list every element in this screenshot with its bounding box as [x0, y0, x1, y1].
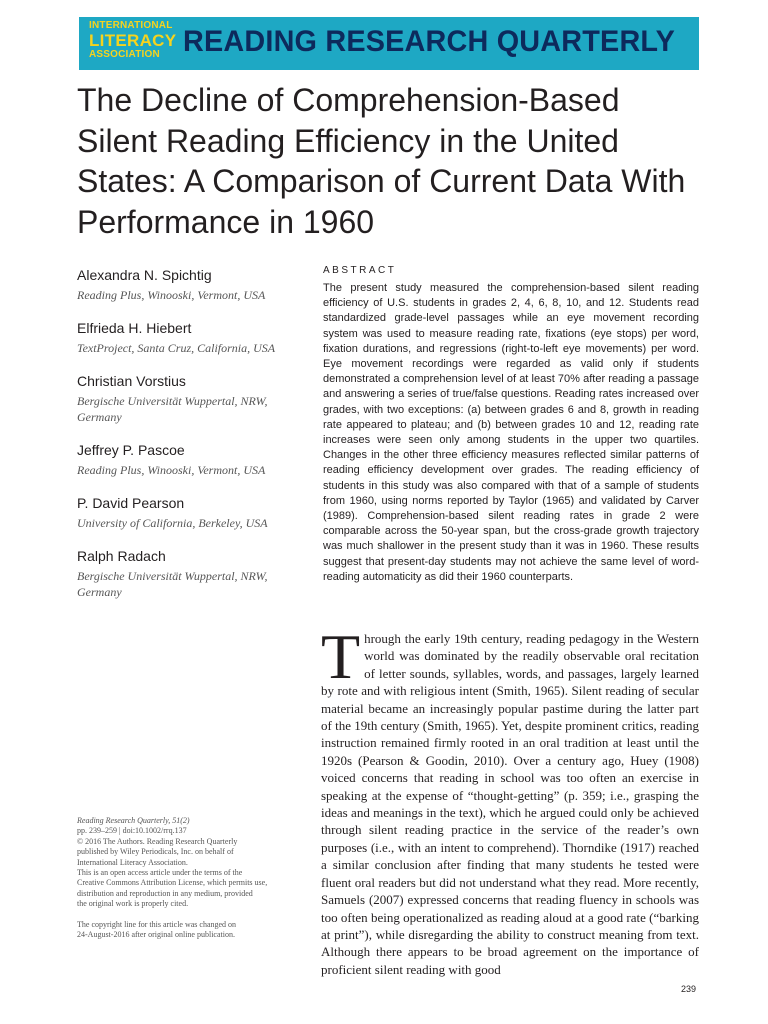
logo-line-2: LITERACY	[89, 31, 177, 50]
logo-line-1: INTERNATIONAL	[89, 20, 173, 31]
author-name: Jeffrey P. Pascoe	[77, 442, 185, 458]
copyright-note-line: The copyright line for this article was changed on	[77, 919, 237, 929]
author-name: Ralph Radach	[77, 548, 166, 564]
author-entry	[77, 319, 307, 356]
citation-line: © 2016 The Authors. Reading Research Quarterly	[77, 836, 238, 846]
copyright-note-line: 24-August-2016 after original online publication.	[77, 930, 235, 940]
abstract-text: The present study measured the comprehension-based silent reading efficiency of U.S. students in grades 2, 4, 6, 8, 10, and 12. Students read standardized grade-level passages while an eye movement recording system was used to measure reading rate, fixations (eye stops) per word, fixation durations, and regressions (right-to-left eye movements) per word. Eye movement recordings were regarded as valid only if students demonstrated a comprehension level of at least 70% after reading a passage and answering a series of true/false questions. Reading rates increased over grades, with two exceptions: (a) between grades 6 and 8, growth in reading rate appeared to plateau; and (b) between grades 10 and 12, reading rate increases were seen only among students in the upper two quartiles. Changes in the other three efficiency measures reflected similar patterns of reading efficiency development over grades. The reading efficiency of students in this study was also compared with that of a sample of students from 1960, using norms reported by Taylor (1965) and validated by Carver (1989). Comprehension-based silent reading rates in grade 2 were comparable across the 50-year span, but the cross-grade growth trajectory was much shallower in the present study than it was in 1960. These results suggest that present-day students may not achieve the same level of word-reading automaticity as did their 1960 counterparts.	[323, 282, 699, 583]
author-name: P. David Pearson	[77, 495, 185, 511]
article-title: The Decline of Comprehension-Based Silent Reading Efficiency in the United States: A Comparison of Current Data With Performance in 1960	[77, 82, 686, 240]
citation-block	[77, 816, 307, 940]
citation-line: Reading Research Quarterly, 51(2)	[77, 816, 190, 825]
article-body	[321, 621, 700, 978]
author-name: Christian Vorstius	[77, 373, 186, 389]
author-entry	[77, 372, 307, 425]
page-number: 239	[681, 984, 697, 994]
journal-name: READING RESEARCH QUARTERLY	[183, 25, 675, 58]
author-name: Elfrieda H. Hiebert	[77, 320, 192, 336]
citation-line: pp. 239–259 | doi:10.1002/rrq.137	[77, 826, 187, 836]
author-entry	[77, 494, 307, 531]
author-name: Alexandra N. Spichtig	[77, 267, 212, 283]
body-text: hrough the early 19th century, reading pedagogy in the Western world was dominated by the readily observable oral recitation of letter sounds, syllables, words, and passages, largely learned by rote and with religious intent (Smith, 1965). Silent reading of secular material became an increasingly popular pastime during the latter part of the 19th century (Smith, 1965). Yet, despite prominent critics, reading instruction remained firmly rooted in an oral tradition at least until the 1920s (Pearson & Goodin, 2010). Over a century ago, Huey (1908) voiced concerns that reading in school was too often an exercise in speaking at the expense of “thought-getting” (p. 359; i.e., grasping the ideas and meanings in the text), which he argued could only be achieved through silent reading practice in the service of the reader’s own purposes (i.e., with an intent to comprehend). Thorndike (1917) reached a similar conclusion after finding that many students he tested were fluent oral readers but did not understand what they read. More recently, Samuels (2007) expressed concerns that reading fluency in schools was too often being operationalized as reading aloud at a good rate (“barking at print”), while disregarding the ability to construct meaning from text. Although there appears to be broad agreement on the importance of proficient silent reading with good	[321, 631, 700, 977]
abstract-section	[323, 265, 699, 585]
citation-line: International Literacy Association.	[77, 857, 188, 867]
author-affiliation: University of California, Berkeley, USA	[77, 516, 268, 530]
citation-line: This is an open access article under the terms of the	[77, 868, 243, 878]
author-list	[77, 266, 307, 616]
author-entry	[77, 547, 307, 600]
author-entry	[77, 266, 307, 303]
author-affiliation: TextProject, Santa Cruz, California, USA	[77, 341, 276, 355]
citation-line: the original work is properly cited.	[77, 899, 189, 909]
journal-banner	[79, 17, 699, 70]
author-affiliation: Reading Plus, Winooski, Vermont, USA	[77, 463, 266, 477]
author-affiliation: Reading Plus, Winooski, Vermont, USA	[77, 288, 266, 302]
author-affiliation: Bergische Universität Wuppertal, NRW, Germany	[77, 569, 268, 599]
citation-line: distribution and reproduction in any medium, provided	[77, 888, 253, 898]
citation-spacer	[77, 910, 307, 920]
logo-line-3: ASSOCIATION	[89, 49, 160, 60]
author-entry	[77, 441, 307, 478]
author-affiliation: Bergische Universität Wuppertal, NRW, Germany	[77, 394, 268, 424]
drop-cap: T	[321, 621, 361, 692]
citation-line: published by Wiley Periodicals, Inc. on behalf of	[77, 847, 234, 857]
citation-line: Creative Commons Attribution License, which permits use,	[77, 878, 268, 888]
abstract-heading: ABSTRACT	[323, 265, 397, 276]
